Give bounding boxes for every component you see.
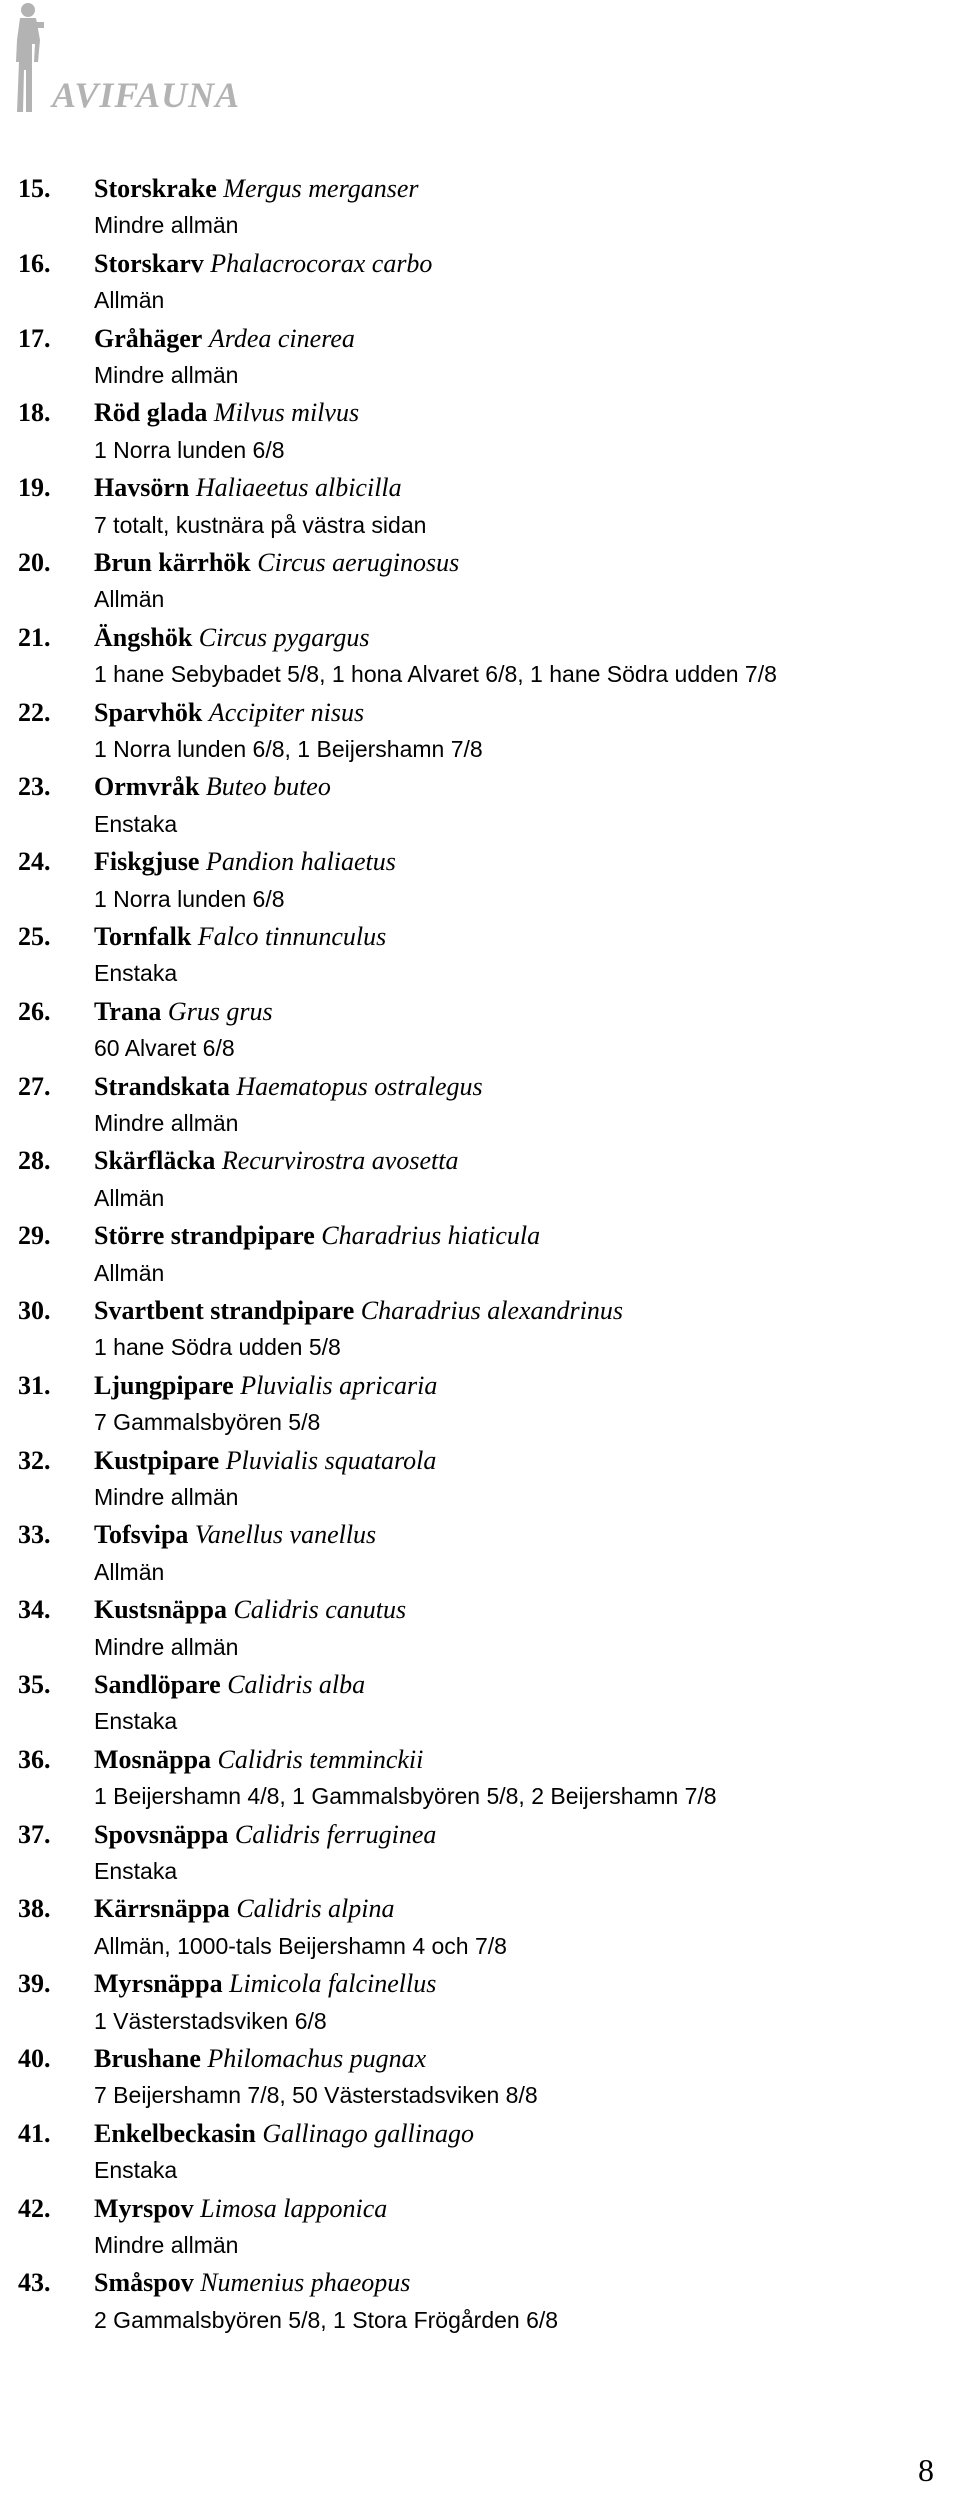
species-heading: [0, 1516, 960, 1553]
species-names: [94, 694, 364, 731]
scientific-name: Calidris canutus: [233, 1595, 407, 1625]
species-number: 38.: [18, 1894, 51, 1924]
species-entry: [0, 768, 960, 843]
avifauna-logo: [8, 0, 268, 130]
species-heading: [0, 694, 960, 731]
observation-note: 7 Gammalsbyören 5/8: [94, 1409, 321, 1436]
scientific-name: Pluvialis apricaria: [240, 1370, 438, 1400]
common-name: Storskarv: [94, 248, 204, 278]
species-heading: [0, 2264, 960, 2301]
scientific-name: Mergus merganser: [223, 174, 419, 203]
species-heading: [0, 544, 960, 581]
observation-note: Allmän: [94, 1259, 165, 1286]
observation-note: 2 Gammalsbyören 5/8, 1 Stora Frögården 6/8: [94, 2306, 559, 2333]
common-name: Kustpipare: [94, 1445, 220, 1475]
species-names: [94, 1442, 436, 1479]
species-entry: [0, 1367, 960, 1442]
species-names: [94, 1965, 436, 2002]
observation-note: Enstaka: [94, 2157, 178, 2184]
observation-note: 1 Norra lunden 6/8: [94, 436, 285, 463]
common-name: Fiskgjuse: [94, 847, 200, 877]
species-heading: [0, 768, 960, 805]
common-name: Sparvhök: [94, 697, 203, 727]
species-names: [94, 768, 331, 805]
species-heading: [0, 320, 960, 357]
species-heading: [0, 1068, 960, 1105]
common-name: Ljungpipare: [94, 1370, 234, 1400]
scientific-name: Grus grus: [167, 996, 273, 1026]
species-heading: [0, 245, 960, 282]
species-names: [94, 993, 273, 1030]
observation-note: Enstaka: [94, 960, 178, 987]
species-heading: [0, 1442, 960, 1479]
species-names: [94, 469, 402, 506]
observation-note: 7 totalt, kustnära på västra sidan: [94, 511, 427, 538]
common-name: Sandlöpare: [94, 1669, 221, 1699]
birdwatcher-figure-icon: [8, 0, 48, 120]
species-number: 40.: [18, 2043, 51, 2073]
species-entry: [0, 320, 960, 395]
logo-wordmark: AVIFAUNA: [52, 75, 241, 115]
common-name: Myrspov: [94, 2193, 194, 2223]
species-entry: [0, 1142, 960, 1217]
species-heading: [0, 1741, 960, 1778]
species-entry: [0, 843, 960, 918]
species-heading: [0, 394, 960, 431]
species-entry: [0, 544, 960, 619]
observation-note: Mindre allmän: [94, 2231, 239, 2258]
common-name: Strandskata: [94, 1071, 230, 1101]
species-entry: [0, 1442, 960, 1517]
species-entry: [0, 2190, 960, 2265]
species-entry: [0, 1217, 960, 1292]
species-heading: [0, 2115, 960, 2152]
species-heading: [0, 1965, 960, 2002]
species-number: 36.: [18, 1744, 51, 1774]
common-name: Enkelbeckasin: [94, 2118, 256, 2148]
scientific-name: Phalacrocorax carbo: [210, 248, 433, 278]
species-entry: [0, 245, 960, 320]
observation-note: 1 hane Sebybadet 5/8, 1 hona Alvaret 6/8, 1 hane Södra udden 7/8: [94, 661, 777, 688]
species-number: 18.: [18, 398, 51, 428]
species-heading: [0, 2190, 960, 2227]
observation-note: Allmän: [94, 586, 165, 613]
species-number: 43.: [18, 2268, 51, 2298]
species-number: 16.: [18, 248, 51, 278]
observation-note: Enstaka: [94, 810, 178, 837]
species-heading: [0, 1816, 960, 1853]
observation-note: Allmän: [94, 287, 165, 314]
species-entry: [0, 1516, 960, 1591]
scientific-name: Pandion haliaetus: [205, 847, 396, 877]
species-number: 15.: [18, 174, 51, 203]
common-name: Skärfläcka: [94, 1146, 216, 1176]
species-entry: [0, 1666, 960, 1741]
species-names: [94, 918, 386, 955]
species-entry: [0, 1890, 960, 1965]
species-list: [0, 170, 960, 2339]
common-name: Kärrsnäppa: [94, 1894, 230, 1924]
species-names: [94, 394, 359, 431]
scientific-name: Numenius phaeopus: [200, 2268, 411, 2298]
common-name: Storskrake: [94, 174, 217, 203]
species-heading: [0, 170, 960, 207]
species-names: [94, 544, 459, 581]
observation-note: 60 Alvaret 6/8: [94, 1035, 235, 1062]
species-entry: [0, 2264, 960, 2339]
scientific-name: Limosa lapponica: [200, 2193, 388, 2223]
species-heading: [0, 1217, 960, 1254]
scientific-name: Calidris alba: [227, 1669, 366, 1699]
common-name: Havsörn: [94, 473, 190, 503]
species-heading: [0, 1890, 960, 1927]
observation-note: Mindre allmän: [94, 1109, 239, 1136]
species-names: [94, 245, 432, 282]
scientific-name: Calidris alpina: [236, 1894, 395, 1924]
species-heading: [0, 1367, 960, 1404]
common-name: Mosnäppa: [94, 1744, 212, 1774]
observation-note: Mindre allmän: [94, 361, 239, 388]
observation-note: Allmän: [94, 1558, 165, 1585]
species-names: [94, 2115, 474, 2152]
species-number: 20.: [18, 547, 51, 577]
common-name: Röd glada: [94, 398, 208, 428]
species-entry: [0, 1816, 960, 1891]
species-number: 17.: [18, 323, 51, 353]
species-names: [94, 1516, 376, 1553]
observation-note: 1 Norra lunden 6/8, 1 Beijershamn 7/8: [94, 735, 483, 762]
species-number: 28.: [18, 1146, 51, 1176]
species-number: 25.: [18, 921, 51, 951]
species-entry: [0, 918, 960, 993]
scientific-name: Buteo buteo: [205, 772, 331, 802]
species-number: 23.: [18, 772, 51, 802]
scientific-name: Calidris ferruginea: [234, 1819, 437, 1849]
species-names: [94, 320, 355, 357]
scientific-name: Ardea cinerea: [208, 323, 355, 353]
species-entry: [0, 1292, 960, 1367]
species-number: 27.: [18, 1071, 51, 1101]
species-number: 34.: [18, 1595, 51, 1625]
observation-note: 1 Beijershamn 4/8, 1 Gammalsbyören 5/8, 2 Beijershamn 7/8: [94, 1783, 717, 1810]
common-name: Ormvråk: [94, 772, 200, 802]
species-names: [94, 1741, 423, 1778]
common-name: Ängshök: [94, 622, 193, 652]
scientific-name: Philomachus pugnax: [207, 2043, 427, 2073]
species-heading: [0, 918, 960, 955]
observation-note: Mindre allmän: [94, 212, 239, 239]
scientific-name: Milvus milvus: [213, 398, 360, 428]
scientific-name: Recurvirostra avosetta: [221, 1146, 459, 1176]
species-heading: [0, 619, 960, 656]
scientific-name: Haematopus ostralegus: [236, 1071, 483, 1101]
scientific-name: Charadrius hiaticula: [321, 1221, 541, 1251]
species-entry: [0, 2040, 960, 2115]
species-number: 19.: [18, 473, 51, 503]
species-number: 39.: [18, 1969, 51, 1999]
species-heading: [0, 1591, 960, 1628]
observation-note: Enstaka: [94, 1708, 178, 1735]
species-heading: [0, 2040, 960, 2077]
species-names: [94, 2040, 426, 2077]
common-name: Kustsnäppa: [94, 1595, 227, 1625]
scientific-name: Gallinago gallinago: [262, 2118, 474, 2148]
species-names: [94, 1890, 395, 1927]
species-number: 29.: [18, 1221, 51, 1251]
species-number: 42.: [18, 2193, 51, 2223]
species-heading: [0, 1142, 960, 1179]
species-number: 32.: [18, 1445, 51, 1475]
observation-note: 7 Beijershamn 7/8, 50 Västerstadsviken 8/8: [94, 2082, 538, 2109]
common-name: Tornfalk: [94, 921, 192, 951]
species-entry: [0, 993, 960, 1068]
species-number: 26.: [18, 996, 51, 1026]
species-number: 31.: [18, 1370, 51, 1400]
species-entry: [0, 1965, 960, 2040]
scientific-name: Pluvialis squatarola: [225, 1445, 437, 1475]
species-entry: [0, 619, 960, 694]
observation-note: Allmän: [94, 1184, 165, 1211]
species-number: 21.: [18, 622, 51, 652]
species-names: [94, 1816, 436, 1853]
species-names: [94, 2264, 410, 2301]
species-names: [94, 1666, 365, 1703]
species-heading: [0, 1666, 960, 1703]
species-names: [94, 1591, 406, 1628]
species-names: [94, 170, 419, 207]
scientific-name: Charadrius alexandrinus: [360, 1295, 623, 1325]
scientific-name: Circus pygargus: [198, 622, 370, 652]
scientific-name: Haliaeetus albicilla: [195, 473, 402, 503]
common-name: Tofsvipa: [94, 1520, 189, 1550]
species-heading: [0, 993, 960, 1030]
common-name: Spovsnäppa: [94, 1819, 229, 1849]
species-names: [94, 843, 396, 880]
species-number: 33.: [18, 1520, 51, 1550]
species-entry: [0, 469, 960, 544]
species-number: 30.: [18, 1295, 51, 1325]
species-entry: [0, 694, 960, 769]
species-number: 35.: [18, 1669, 51, 1699]
species-names: [94, 619, 369, 656]
species-number: 24.: [18, 847, 51, 877]
species-entry: [0, 1591, 960, 1666]
scientific-name: Calidris temminckii: [217, 1744, 424, 1774]
species-number: 41.: [18, 2118, 51, 2148]
observation-note: 1 Norra lunden 6/8: [94, 885, 285, 912]
common-name: Större strandpipare: [94, 1221, 315, 1251]
species-names: [94, 1367, 437, 1404]
scientific-name: Circus aeruginosus: [257, 547, 460, 577]
common-name: Brun kärrhök: [94, 547, 251, 577]
common-name: Småspov: [94, 2268, 194, 2298]
species-names: [94, 1068, 483, 1105]
observation-note: Mindre allmän: [94, 1483, 239, 1510]
scientific-name: Vanellus vanellus: [194, 1520, 377, 1550]
species-heading: [0, 469, 960, 506]
species-names: [94, 1142, 458, 1179]
species-entry: [0, 394, 960, 469]
common-name: Trana: [94, 996, 162, 1026]
species-number: 22.: [18, 697, 51, 727]
common-name: Brushane: [94, 2043, 201, 2073]
species-entry: [0, 170, 960, 245]
species-entry: [0, 1741, 960, 1816]
observation-note: 1 hane Södra udden 5/8: [94, 1334, 341, 1361]
species-number: 37.: [18, 1819, 51, 1849]
scientific-name: Falco tinnunculus: [197, 921, 387, 951]
species-heading: [0, 843, 960, 880]
species-names: [94, 2190, 387, 2227]
observation-note: Mindre allmän: [94, 1633, 239, 1660]
common-name: Gråhäger: [94, 323, 203, 353]
scientific-name: Accipiter nisus: [208, 697, 365, 727]
species-entry: [0, 1068, 960, 1143]
species-entry: [0, 2115, 960, 2190]
species-names: [94, 1292, 623, 1329]
species-heading: [0, 1292, 960, 1329]
observation-note: Enstaka: [94, 1857, 178, 1884]
common-name: Myrsnäppa: [94, 1969, 223, 1999]
observation-note: 1 Västerstadsviken 6/8: [94, 2007, 327, 2034]
page-number: 8: [918, 2452, 934, 2488]
observation-note: Allmän, 1000-tals Beijershamn 4 och 7/8: [94, 1932, 507, 1959]
common-name: Svartbent strandpipare: [94, 1295, 355, 1325]
scientific-name: Limicola falcinellus: [229, 1969, 437, 1999]
species-names: [94, 1217, 540, 1254]
